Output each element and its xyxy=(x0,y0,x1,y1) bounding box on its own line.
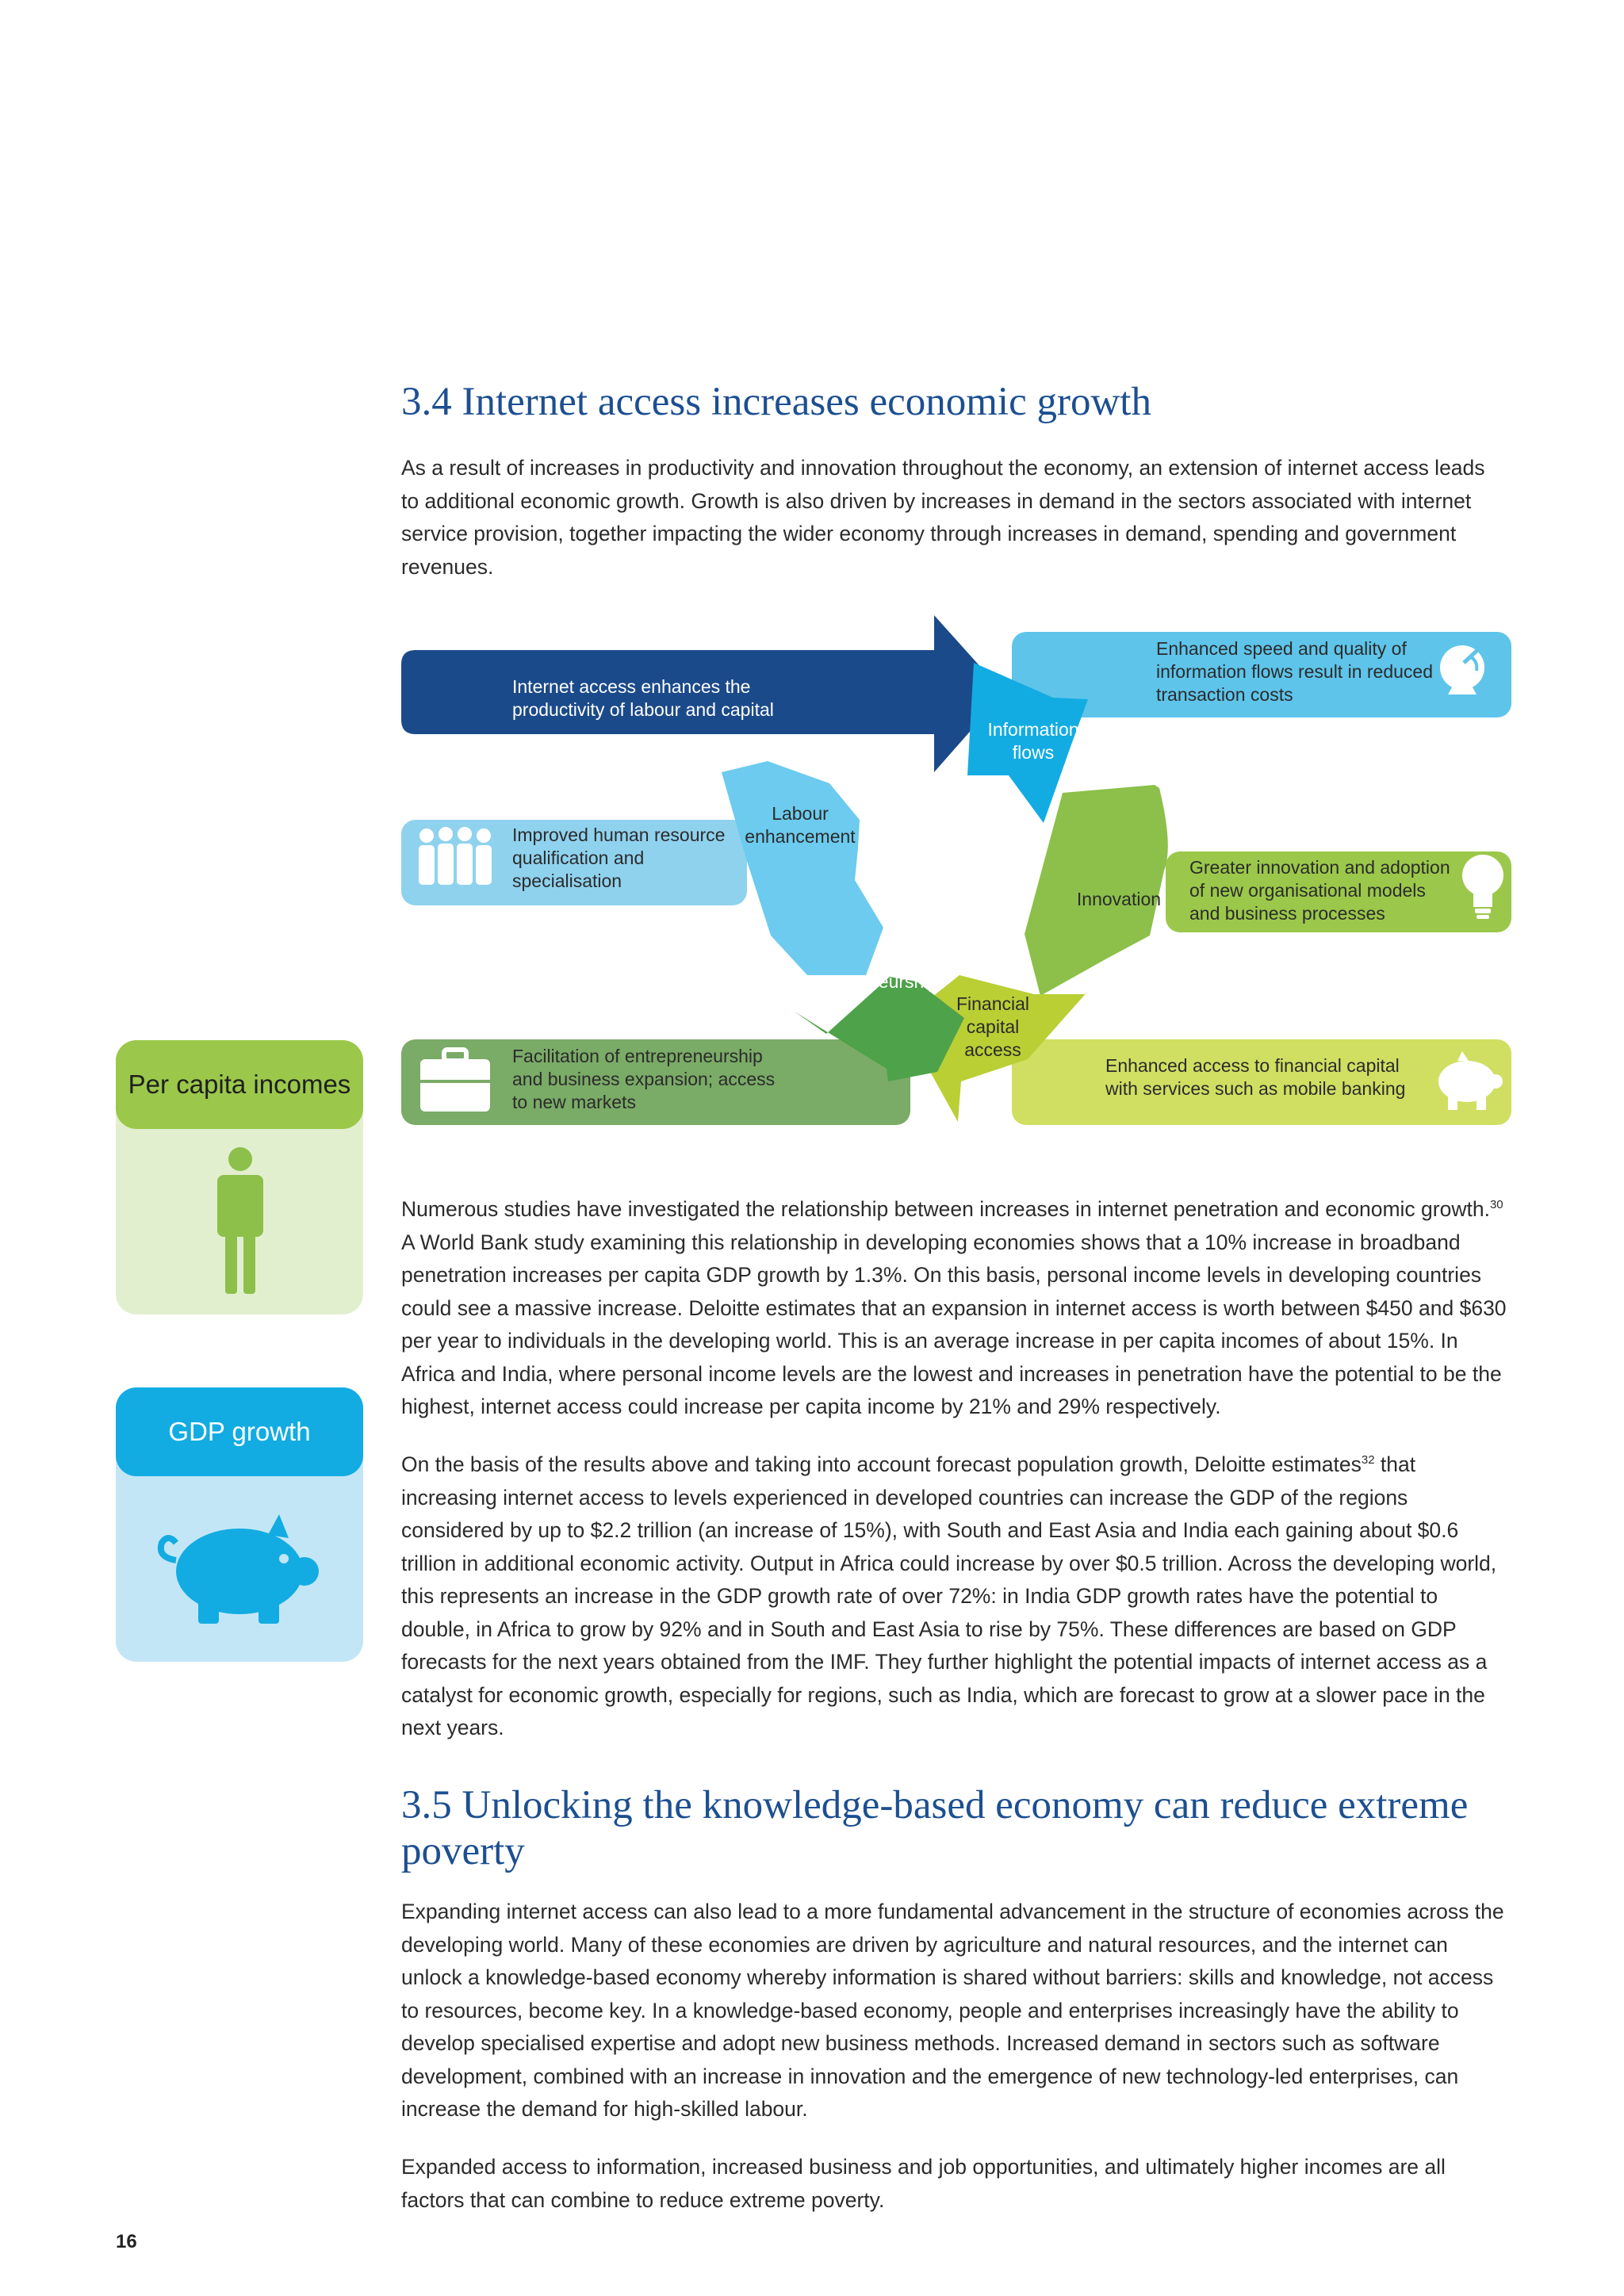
entrepreneurship-box-text: Facilitation of entrepreneurship and business expansion; access to new markets xyxy=(512,1046,776,1112)
section-3-5-heading: 3.5 Unlocking the knowledge-based economy can reduce extreme poverty xyxy=(401,1783,1469,1873)
people-group-icon xyxy=(414,820,496,903)
piggy-bank-icon xyxy=(1429,1050,1505,1117)
information-box-text: Enhanced speed and quality of information flows result in reduced transaction costs xyxy=(1156,638,1433,705)
information-flows-label: Information flows xyxy=(987,719,1079,763)
gdp-growth-label: GDP growth xyxy=(116,1387,363,1476)
entrepreneurship-label: Entrepreneurship xyxy=(798,971,939,992)
section-3-4-heading: 3.4 Internet access increases economic growth xyxy=(401,380,1151,424)
per-capita-label: Per capita incomes xyxy=(116,1040,363,1129)
human-resource-text: Improved human resource qualification and specialisation xyxy=(512,825,726,891)
internet-impact-diagram xyxy=(401,609,1511,1132)
financial-capital-label: Financial capital access xyxy=(956,993,1030,1060)
section-3-4-intro: As a result of increases in productivity and innovation throughout the economy, an extension of internet access leads to additional economic growth. Growth is also driven by increases in demand in the sectors associated with internet service provision, together impacting the wider economy through increases in demand, spending and government revenues. xyxy=(401,456,1485,579)
labour-enhancement-label: Labour enhancement xyxy=(745,803,856,847)
person-icon xyxy=(214,1146,266,1298)
paragraph-world-bank: Numerous studies have investigated the relationship between increases in internet penetration and economic growth.$^{30}$ A World Bank study examining this relationship in developing economies shows that a 10% increase in broadband penetration increases per capita GDP growth by 1.3%. On this basis, personal income levels in developing countries could see a massive increase. Deloitte estimates that an expansion in internet access is worth between $450 and $630 per year to individuals in the developing world. This is an average increase in per capita incomes of about 15%. In Africa and India, where personal income levels are the lowest and increases in penetration have the potential to be the highest, internet access could increase per capita income by 21% and 29% respectively. xyxy=(401,1197,1507,1418)
financial-box-text: Enhanced access to financial capital with services such as mobile banking xyxy=(1105,1055,1406,1099)
productivity-text: Internet access enhances the productivity of labour and capital xyxy=(512,676,774,720)
footnote-ref-30: 30 xyxy=(1489,1198,1503,1212)
footnote-ref-32: 32 xyxy=(1361,1453,1375,1468)
satellite-dish-icon xyxy=(1432,639,1494,714)
cycle-center xyxy=(885,797,1037,949)
page-number: 16 xyxy=(116,2231,137,2252)
paragraph-gdp-estimates: On the basis of the results above and taking into account forecast population growth, Deloitte estimates$^{32}$ that increasing internet access to levels experienced in developed countries can increase the GDP of the regions considered by up to $2.2 trillion (an increase of 15%), with South and East Asia and India each gaining about $0.6 trillion in additional economic activity. Output in Africa could increase by over $0.5 trillion. Across the developing world, this represents an increase in the GDP growth rate of over 72%: in India GDP growth rates have the potential to double, in Africa to grow by 92% and in South and East Asia to rise by 75%. These differences are based on GDP forecasts for the next years obtained from the IMF. They further highlight the potential impacts of internet access as a catalyst for economic growth, especially for regions, such as India, which are forecast to grow at a slower pace in the next years. xyxy=(401,1452,1497,1739)
innovation-label: Innovation xyxy=(1076,889,1162,909)
section-3-5-paragraph-2: Expanded access to information, increased business and job opportunities, and ultimately higher incomes are all factors that can combine to reduce extreme poverty. xyxy=(401,2155,1446,2212)
briefcase-icon xyxy=(417,1045,493,1120)
section-3-5-paragraph-1: Expanding internet access can also lead to a more fundamental advancement in the structure of economies across the developing world. Many of these economies are driven by agriculture and natural resources, and the internet can unlock a knowledge-based economy whereby information is shared without barriers: skills and knowledge, not access to resources, become key. In a knowledge-based economy, people and enterprises increasingly have the ability to develop specialised expertise and adopt new business methods. Increased demand in sectors such as software development, combined with an increase in innovation and the emergence of new technology-led enterprises, can increase the demand for high-skilled labour. xyxy=(401,1900,1504,2121)
light-bulb-icon xyxy=(1459,850,1507,925)
innovation-box-text: Greater innovation and adoption of new organisational models and business processes xyxy=(1189,857,1450,924)
piggy-bank-icon xyxy=(157,1514,322,1628)
